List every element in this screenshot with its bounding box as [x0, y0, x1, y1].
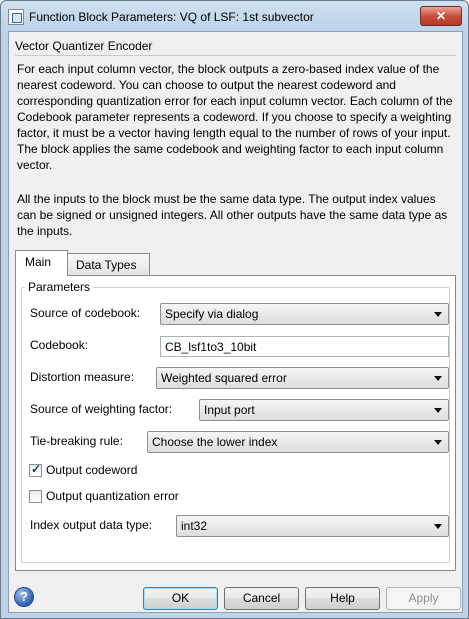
description-box	[15, 55, 456, 268]
description-paragraph-1: For each input column vector, the block outputs a zero-based index value of the nearest codeword. You can choose to output the nearest codeword and corresponding quantization error for each input column vector. Each column of the Codebook parameter represents a codeword. If you choose to specify a weighting factor, it must be a vector having length equal to the number of rows of your input. The block applies the same codebook and weighting factor to each input column vector.	[17, 62, 453, 172]
tie-breaking-dropdown[interactable]	[147, 431, 449, 453]
output-codeword-label: Output codeword	[46, 463, 138, 477]
output-quantization-error-label: Output quantization error	[46, 489, 179, 503]
source-of-codebook-value: Specify via dialog	[165, 307, 259, 321]
tab-data-types[interactable]: Data Types	[66, 253, 150, 275]
distortion-measure-dropdown[interactable]	[156, 367, 449, 389]
index-output-type-label: Index output data type:	[30, 518, 153, 532]
close-button[interactable]: ✕	[420, 6, 462, 26]
description-paragraph-2: All the inputs to the block must be the same data type. The output index values can be signed or unsigned integers. All other outputs have the same data type as the inputs.	[17, 192, 448, 238]
tie-breaking-label: Tie-breaking rule:	[30, 434, 123, 448]
chevron-down-icon	[434, 440, 442, 445]
cancel-button[interactable]: Cancel	[224, 587, 299, 610]
chevron-down-icon	[434, 312, 442, 317]
codebook-field[interactable]	[160, 336, 449, 357]
index-output-type-value: int32	[181, 519, 208, 533]
window-title: Function Block Parameters: VQ of LSF: 1st subvector	[29, 10, 314, 24]
block-name: Vector Quantizer Encoder	[15, 39, 153, 53]
source-of-codebook-label: Source of codebook:	[30, 306, 141, 320]
title-bar[interactable]	[1, 1, 468, 31]
chevron-down-icon	[434, 376, 442, 381]
index-output-type-dropdown[interactable]	[176, 515, 449, 537]
block-description	[15, 39, 456, 273]
apply-button[interactable]: Apply	[386, 587, 461, 610]
dialog-client	[8, 31, 463, 613]
checkmark-icon: ✓	[31, 462, 42, 476]
chevron-down-icon	[434, 524, 442, 529]
app-icon	[8, 9, 24, 25]
chevron-down-icon	[434, 408, 442, 413]
tab-panel-main	[15, 275, 456, 571]
parameters-group-label: Parameters	[25, 280, 93, 294]
codebook-input[interactable]	[161, 337, 448, 356]
tie-breaking-value: Choose the lower index	[152, 435, 278, 449]
codebook-label: Codebook:	[30, 338, 89, 352]
source-of-weighting-label: Source of weighting factor:	[30, 402, 173, 416]
help-button[interactable]: Help	[305, 587, 380, 610]
output-codeword-checkbox[interactable]	[29, 464, 42, 477]
tab-main[interactable]: Main	[15, 250, 68, 276]
output-quantization-error-checkbox[interactable]	[29, 490, 42, 503]
source-of-weighting-value: Input port	[204, 403, 255, 417]
source-of-codebook-dropdown[interactable]	[160, 303, 449, 325]
help-icon[interactable]: ?	[14, 587, 34, 607]
ok-button[interactable]: OK	[143, 587, 218, 610]
distortion-measure-value: Weighted squared error	[161, 371, 287, 385]
source-of-weighting-dropdown[interactable]	[199, 399, 449, 421]
distortion-measure-label: Distortion measure:	[30, 370, 135, 384]
